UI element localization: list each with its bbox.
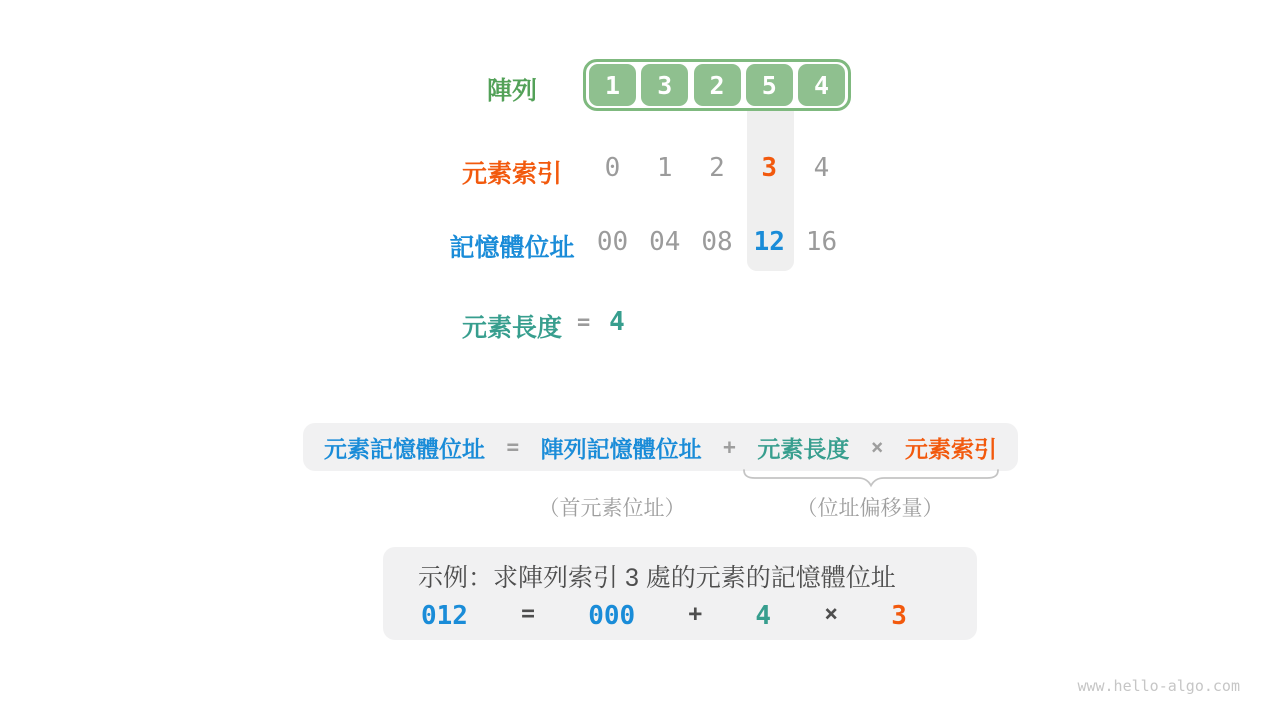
array-cell: 1: [589, 64, 636, 106]
example-operator: =: [521, 601, 536, 627]
example-term: 000: [588, 601, 636, 631]
index-value: 3: [761, 153, 778, 183]
address-row: [583, 227, 851, 257]
address-value: 08: [701, 227, 733, 257]
formula-operator: +: [723, 435, 736, 459]
address-value: 04: [649, 227, 681, 257]
formula-operator: =: [506, 435, 520, 459]
formula-operator: ×: [870, 435, 884, 459]
formula-term: 元素長度: [757, 435, 850, 462]
formula-term: 陣列記憶體位址: [540, 435, 702, 462]
index-value: 0: [604, 153, 621, 183]
array-cell: 2: [694, 64, 741, 106]
underbrace-icon: [742, 469, 1000, 488]
index-value: 2: [709, 153, 725, 183]
example-title: 示例：求陣列索引 3 處的元素的記憶體位址: [418, 564, 896, 592]
address-value: 12: [753, 227, 785, 257]
caption-address-offset: （位址偏移量）: [796, 497, 944, 520]
index-row-label: 元素索引: [461, 160, 562, 188]
example-equation-row: [383, 601, 977, 631]
example-term: 4: [755, 601, 772, 631]
example-box: [383, 547, 977, 640]
address-row-label: 記憶體位址: [449, 234, 575, 262]
index-value: 4: [813, 153, 830, 183]
array-container: [583, 59, 851, 111]
example-operator: ×: [824, 601, 839, 627]
element-length-value: 4: [609, 307, 625, 337]
example-term: 3: [891, 601, 907, 631]
watermark: www.hello-algo.com: [1077, 677, 1240, 695]
array-label: 陣列: [486, 77, 537, 105]
formula-box: [303, 423, 1018, 471]
formula-term: 元素記憶體位址: [324, 435, 485, 462]
array-cell: 4: [798, 64, 845, 106]
element-length-label: 元素長度: [461, 314, 562, 342]
formula-term: 元素索引: [904, 435, 997, 462]
equals-sign: =: [577, 310, 591, 335]
array-cell: 3: [641, 64, 688, 106]
caption-first-element-address: （首元素位址）: [538, 497, 686, 520]
example-operator: +: [688, 601, 703, 627]
address-value: 00: [596, 227, 629, 257]
array-cell: 5: [746, 64, 793, 106]
index-row: [583, 153, 851, 183]
index-value: 1: [656, 153, 673, 183]
example-term: 012: [421, 601, 468, 631]
address-value: 16: [805, 227, 838, 257]
